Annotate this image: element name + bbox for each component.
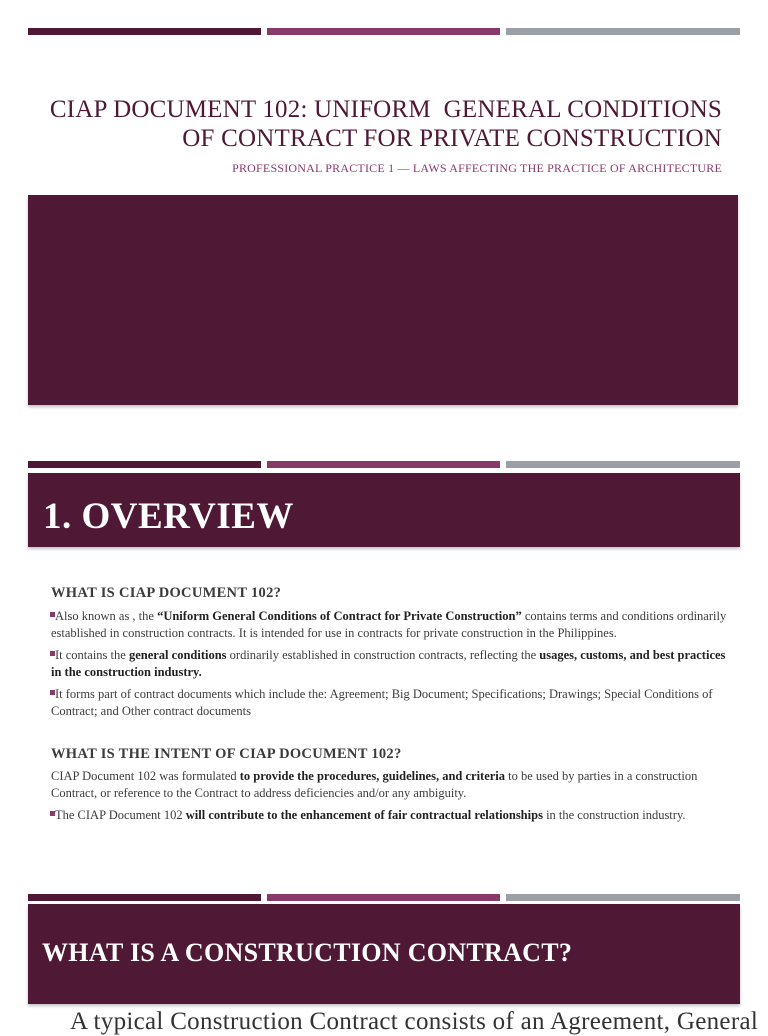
bullet-paragraph (51, 647, 731, 681)
section1-heading: WHAT IS CIAP DOCUMENT 102? (51, 585, 282, 601)
slide1-title (22, 95, 722, 153)
bold-run: “Uniform General Conditions of Contract for Private Construction” (157, 609, 522, 623)
bullet-paragraph (51, 686, 731, 720)
text-run: ordinarily established in construction contracts, reflecting the (226, 648, 540, 662)
slide1-title-line1: CIAP DOCUMENT 102: UNIFORM GENERAL CONDITIONS (49, 96, 722, 123)
bar-plum (28, 28, 261, 35)
bar-mauve (267, 894, 500, 901)
bar-gray (506, 461, 740, 468)
slide1-color-bars (28, 28, 740, 35)
slide3-cut-text: A typical Construction Contract consists of an Agreement, General (70, 1008, 759, 1035)
slide2-content (51, 585, 731, 824)
bar-mauve (267, 28, 500, 35)
text-run: It forms part of contract documents which include the: Agreement; Big Document; Specifications; Drawings; Special Conditions of Contract; and Other contract documents (51, 687, 713, 718)
text-run: in the construction industry. (542, 808, 686, 822)
bar-gray (506, 28, 740, 35)
bold-run: usages, customs, and best practices in the construction industry. (51, 648, 726, 679)
text-run: CIAP Document 102 was formulated (51, 769, 240, 783)
bullet-paragraph (51, 608, 731, 642)
slide2-title: 1. OVERVIEW (43, 496, 294, 537)
paragraph (51, 768, 731, 802)
bold-run: will contribute to the enhancement of fair contractual relationships (185, 808, 543, 822)
text-run: to be used by parties in a construction Contract, or reference to the Contract to address deficiencies and/or any ambiguity. (51, 769, 698, 800)
bar-mauve (267, 461, 500, 468)
bold-run: general conditions (128, 648, 227, 662)
slide2-color-bars (28, 461, 740, 468)
bold-run: to provide the procedures, guidelines, and criteria (239, 769, 506, 783)
slide1-plum-block (28, 195, 738, 405)
bullet-paragraph (51, 807, 731, 824)
slide3-header-band (28, 904, 740, 1004)
slide1-subtitle: PROFESSIONAL PRACTICE 1 — LAWS AFFECTING THE PRACTICE OF ARCHITECTURE (232, 161, 722, 175)
text-run: The CIAP Document 102 (55, 808, 186, 822)
text-run: Also known as , the (55, 609, 158, 623)
section2-heading: WHAT IS THE INTENT OF CIAP DOCUMENT 102? (51, 746, 402, 762)
slide2-header-band (28, 473, 740, 547)
text-run: It contains the (55, 648, 129, 662)
bar-plum (28, 461, 261, 468)
bar-gray (506, 894, 740, 901)
bar-plum (28, 894, 261, 901)
slide1-title-line2: OF CONTRACT FOR PRIVATE CONSTRUCTION (182, 125, 722, 152)
text-run: contains terms and conditions ordinarily established in construction contracts. It is intended for use in contracts for private construction in the Philippines. (51, 609, 727, 640)
slide3-color-bars (28, 894, 740, 901)
slide3-title: WHAT IS A CONSTRUCTION CONTRACT? (42, 938, 573, 967)
